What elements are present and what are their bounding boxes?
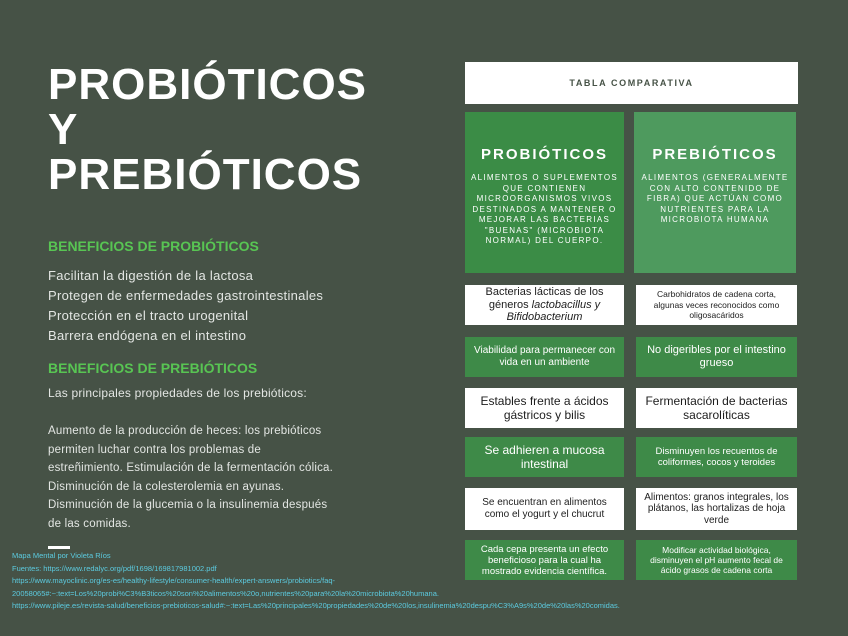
- prebioticos-row: [636, 337, 797, 377]
- text-line: Disminución de la glucemia o la insulinemia después: [48, 499, 328, 511]
- row-text: Viabilidad para permanecer con vida en un ambiente: [473, 345, 615, 368]
- prebioticos-description: ALIMENTOS (GENERALMENTE CON ALTO CONTENIDO DE FIBRA) QUE ACTÚAN COMO NUTRIENTES PARA LA MICROBIOTA HUMANA: [641, 173, 789, 224]
- beneficios-prebioticos-heading: BENEFICIOS DE PREBIÓTICOS: [48, 360, 258, 376]
- row-text: Disminuyen los recuentos de coliformes, cocos y teroides: [655, 445, 778, 468]
- table-title: TABLA COMPARATIVA: [465, 62, 798, 104]
- source-link[interactable]: Fuentes: https://www.redalyc.org/pdf/1698/169817981002.pdf: [12, 563, 217, 573]
- text-line: de las comidas.: [48, 517, 131, 530]
- prebioticos-row: [636, 285, 797, 325]
- source-credit: Mapa Mental por Violeta Ríos: [12, 551, 111, 560]
- prebioticos-row: [636, 540, 797, 580]
- prebioticos-heading: PREBIÓTICOS: [652, 146, 778, 163]
- probioticos-row: [465, 388, 624, 428]
- row-text-italic: lactobacillus y Bifidobacterium: [506, 298, 601, 324]
- probioticos-row: [465, 285, 624, 325]
- probioticos-row: [465, 488, 624, 530]
- list-item: Barrera endógena en el intestino: [48, 328, 247, 343]
- row-text: No digeribles por el intestino grueso: [647, 344, 786, 369]
- prebioticos-row: [636, 437, 797, 477]
- source-link[interactable]: https://www.mayoclinic.org/es-es/healthy-lifestyle/consumer-health/expert-answers/probiotics/faq-: [12, 576, 336, 585]
- text-line: estreñimiento. Estimulación de la fermentación cólica.: [48, 462, 334, 474]
- row-text: Fermentación de bacterias sacarolíticas: [645, 394, 788, 422]
- text-line: permiten luchar contra los problemas de: [48, 443, 261, 456]
- list-item: Protección en el tracto urogenital: [48, 308, 249, 323]
- probioticos-row: [465, 337, 624, 377]
- prebioticos-header: [634, 112, 796, 273]
- row-text: Cada cepa presenta un efecto beneficioso para la cual ha mostrado evidencia científica.: [480, 543, 609, 577]
- row-text: Se encuentran en alimentos como el yogurt y el chucrut: [482, 497, 607, 520]
- text-line: Aumento de la producción de heces: los prebióticos: [48, 425, 322, 437]
- probioticos-row: [465, 540, 624, 580]
- probioticos-row: [465, 437, 624, 477]
- probioticos-header: [465, 112, 624, 273]
- probioticos-description: ALIMENTOS O SUPLEMENTOS QUE CONTIENEN MICROORGANISMOS VIVOS DESTINADOS A MANTENER O MEJORAR LAS BACTERIAS "BUENAS" (MICROBIOTA NORMAL) DEL CUERPO.: [471, 173, 618, 245]
- beneficios-prebioticos-text: [48, 422, 368, 533]
- prebioticos-row: [636, 488, 797, 530]
- beneficios-prebioticos-intro: Las principales propiedades de los prebióticos:: [48, 386, 307, 400]
- row-text: Estables frente a ácidos gástricos y bilis: [480, 394, 609, 422]
- prebioticos-row: [636, 388, 797, 428]
- divider: [48, 546, 70, 549]
- probioticos-heading: PROBIÓTICOS: [480, 146, 608, 163]
- row-text: Carbohidratos de cadena corta, algunas veces reconocidos como oligosacáridos: [653, 289, 780, 321]
- page-title: PROBIÓTICOS Y PREBIÓTICOS: [48, 60, 368, 199]
- list-item: Facilitan la digestión de la lactosa: [48, 268, 254, 283]
- beneficios-probioticos-heading: BENEFICIOS DE PROBIÓTICOS: [48, 238, 259, 254]
- row-text: Bacterias lácticas de los géneros: [485, 286, 604, 311]
- source-link[interactable]: https://www.pileje.es/revista-salud/beneficios-prebioticos-salud#:~:text=Las%20principales%20propiedades%20de%20los,insulinemia%20despu%C3%A9s%20de%20las%20comidas.: [12, 601, 620, 610]
- row-text: Alimentos: granos integrales, los plátanos, las hortalizas de hoja verde: [644, 491, 789, 526]
- beneficios-probioticos-list: [48, 266, 418, 346]
- row-text: Modificar actividad biológica, disminuyen el pH aumento fecal de ácido grasos de cadena corta: [650, 545, 783, 575]
- text-line: Disminución de la colesterolemia en ayunas.: [48, 480, 285, 493]
- list-item: Protegen de enfermedades gastrointestinales: [48, 288, 324, 303]
- row-text: Se adhieren a mucosa intestinal: [484, 443, 605, 471]
- source-link[interactable]: 20058065#:~:text=Los%20probi%C3%B3ticos%20son%20alimentos%20o,nutrientes%20para%20la%20microbiota%20humana.: [12, 588, 439, 598]
